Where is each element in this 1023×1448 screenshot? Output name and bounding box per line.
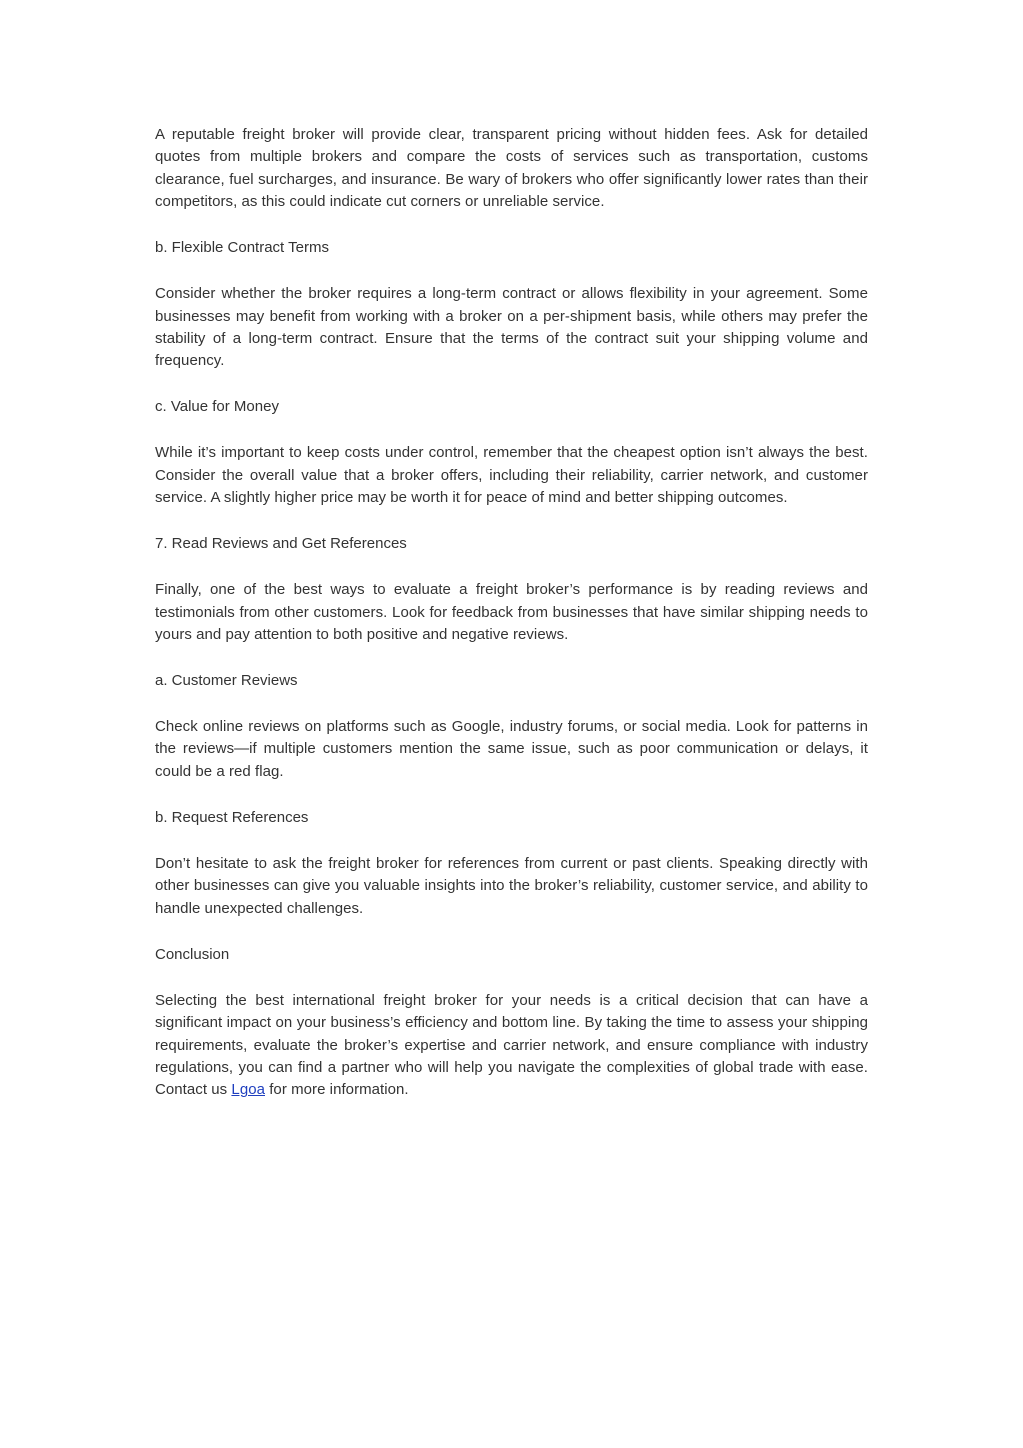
- pricing-paragraph: A reputable freight broker will provide clear, transparent pricing without hidden fees. Ask for detailed quotes from multiple brokers and compare the costs of services such as transportation, customs clearance, fuel surcharges, and insurance. Be wary of brokers who offer significantly lower rates than their competitors, as this could indicate cut corners or unreliable service.: [155, 126, 868, 211]
- document-body: [155, 124, 868, 1125]
- conclusion-text-end: for more information.: [265, 1081, 409, 1099]
- contract-terms-paragraph: Consider whether the broker requires a long-term contract or allows flexibility in your agreement. Some businesses may benefit from working with a broker on a per-shipment basis, while others may prefer the stability of a long-term contract. Ensure that the terms of the contract suit your shipping volume and frequency.: [155, 285, 868, 370]
- lgoa-link[interactable]: Lgoa: [231, 1081, 265, 1099]
- reviews-paragraph: Finally, one of the best ways to evaluate a freight broker’s performance is by reading reviews and testimonials from other customers. Look for feedback from businesses that have similar shipping needs to yours and pay attention to both positive and negative reviews.: [155, 581, 868, 644]
- heading-flexible-contract-terms: b. Flexible Contract Terms: [155, 239, 329, 257]
- customer-reviews-paragraph: Check online reviews on platforms such as Google, industry forums, or social media. Look for patterns in the reviews—if multiple customers mention the same issue, such as poor communication or delays, it could be a red flag.: [155, 718, 868, 780]
- heading-read-reviews: 7. Read Reviews and Get References: [155, 535, 407, 553]
- conclusion-paragraph: [155, 990, 868, 1102]
- request-references-paragraph: Don’t hesitate to ask the freight broker for references from current or past clients. Speaking directly with other businesses can give you valuable insights into the broker’s reliability, customer service, and ability to handle unexpected challenges.: [155, 854, 868, 917]
- conclusion-text: Selecting the best international freight broker for your needs is a critical decision that can have a significant impact on your business’s efficiency and bottom line. By taking the time to assess your shipping requirements, evaluate the broker’s expertise and carrier network, and ensure compliance with industry regulations, you can find a partner who will help you navigate the complexities of global trade with ease. Contact us: [155, 991, 868, 1099]
- value-for-money-paragraph: While it’s important to keep costs under control, remember that the cheapest option isn’t always the best. Consider the overall value that a broker offers, including their reliability, carrier network, and customer service. A slightly higher price may be worth it for peace of mind and better shipping outcomes.: [155, 444, 868, 507]
- heading-request-references: b. Request References: [155, 808, 309, 826]
- heading-value-for-money: c. Value for Money: [155, 398, 279, 416]
- heading-customer-reviews: a. Customer Reviews: [155, 672, 298, 690]
- heading-conclusion: Conclusion: [155, 945, 230, 963]
